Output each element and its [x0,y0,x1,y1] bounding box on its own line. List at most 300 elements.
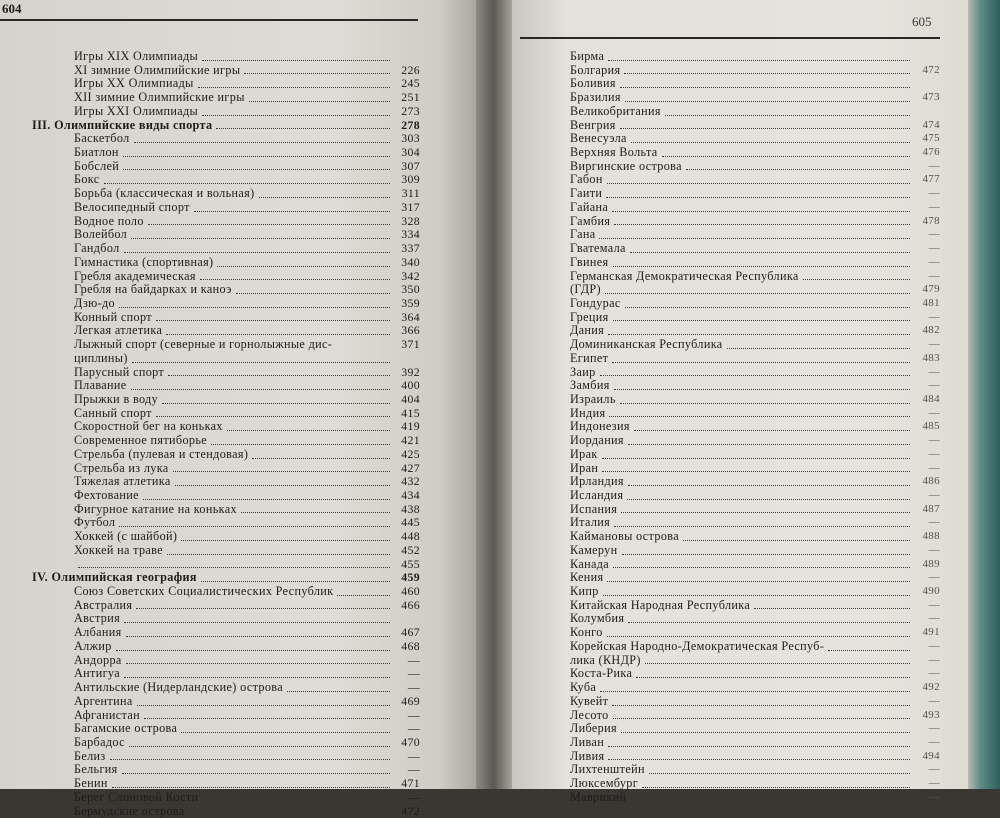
dot-leader [167,553,390,555]
right-contents-entry [570,475,940,489]
right-contents-entry [570,654,940,668]
left-contents-entry [0,270,420,284]
right-contents-entry [570,681,940,695]
left-contents-entry [0,750,420,764]
dot-leader [124,621,390,623]
dot-leader [608,758,910,760]
dot-leader [614,525,910,527]
right-entry-page: — [928,255,940,268]
right-entry-title: Ирак [570,446,598,461]
left-entry-page: 467 [401,625,420,640]
right-entry-page: 487 [922,502,940,515]
dot-leader [649,772,910,774]
right-entry-page: 484 [922,392,940,405]
right-entry-page: 490 [922,585,940,598]
left-contents-entry [0,311,420,325]
right-contents-entry [570,599,940,613]
right-contents-entry [570,571,940,585]
right-entry-page: — [928,338,940,351]
dot-leader [202,800,390,802]
left-entry-page: 359 [401,295,420,310]
dot-leader [252,457,390,459]
right-entry-title: Верхняя Вольта [570,145,658,160]
right-entry-title: Виргинские острова [570,158,682,173]
left-entry-page: 438 [401,501,420,516]
dot-leader [607,182,910,184]
right-entry-page: — [928,763,940,776]
left-entry-title: Австралия [74,597,133,612]
right-entry-title: Гаити [570,186,603,201]
right-entry-title: Бирма [570,49,605,63]
right-entry-title: Гамбия [570,213,611,228]
right-contents-entry [570,297,940,311]
dot-leader [236,292,390,294]
right-contents-entry [570,105,940,119]
right-contents-entry [570,558,940,572]
right-contents-entry [570,50,940,64]
dot-leader [600,374,910,376]
dot-leader [628,484,910,486]
left-entry-page: 415 [401,405,420,420]
right-contents-entry [570,489,940,503]
left-entry-page: 278 [401,117,420,132]
left-contents-entry [0,201,420,215]
right-contents-entry [570,324,940,338]
left-entry-page: 304 [401,145,420,160]
left-entry-title: Багамские острова [74,721,178,736]
right-contents-entry [570,777,940,791]
left-contents-entry [0,366,420,380]
right-entry-title: Гватемала [570,241,626,256]
dot-leader [136,607,390,609]
left-entry-page: 328 [401,213,420,228]
left-entry-page: 455 [401,556,420,571]
right-entry-page: — [928,365,940,378]
left-contents-entry [0,64,420,78]
left-entry-title: Стрельба (пулевая и стендовая) [74,446,249,461]
left-contents-entry [0,516,420,530]
left-contents-entry [0,722,420,736]
left-entry-page: 419 [401,419,420,434]
left-entry-title: Бобслей [74,158,120,173]
dot-leader [148,223,390,225]
dot-leader [602,457,910,459]
dot-leader [181,731,390,733]
dot-leader [78,566,390,568]
dot-leader [336,348,390,349]
right-contents-entry [570,77,940,91]
dot-leader [241,511,390,513]
dot-leader [131,388,390,390]
left-contents-entry [0,50,420,64]
left-entry-title: Волейбол [74,227,128,242]
right-entry-page: — [928,200,940,213]
right-entry-page: 485 [922,420,940,433]
right-entry-title: Либерия [570,721,617,736]
right-entry-title: Ливия [570,748,605,763]
left-entry-page: 400 [401,378,420,393]
right-contents-entry [570,146,940,160]
dot-leader [642,786,910,788]
right-entry-title: Исландия [570,488,624,502]
right-contents-entry [570,516,940,530]
dot-leader [600,690,910,692]
dot-leader [124,251,390,253]
left-entry-title: Велосипедный спорт [74,199,190,214]
left-entry-title: Алжир [74,638,112,653]
left-contents-entry [0,77,420,91]
left-contents-entry [0,242,420,256]
dot-leader [119,525,390,527]
right-contents-entry [570,503,940,517]
right-entry-page: — [928,434,940,447]
dot-leader [631,141,910,143]
dot-leader [119,306,390,308]
left-contents-entry [0,352,420,366]
right-contents-entry [570,352,940,366]
right-contents-entry [570,448,940,462]
right-entry-page: — [928,722,940,735]
left-entry-page: — [407,707,420,722]
left-contents-entry [0,571,420,585]
left-contents-entry [0,119,420,133]
right-contents-entry [570,434,940,448]
right-contents-entry [570,228,940,242]
dot-leader [124,676,390,678]
left-entry-page: 392 [401,364,420,379]
left-contents-entry [0,612,420,626]
left-entry-title: Союз Советских Социалистических Республик [74,584,334,599]
left-page-number: 604 [2,1,22,16]
right-entry-page: 483 [922,351,940,364]
left-entry-title: Албания [74,625,122,640]
right-entry-page: 492 [922,681,940,694]
right-contents-entry [570,640,940,654]
left-contents-entry [0,736,420,750]
right-entry-page: 472 [922,63,940,76]
left-contents-entry [0,626,420,640]
left-entry-title: Дзю-до [74,295,115,310]
left-entry-page: — [407,680,420,695]
right-entry-title: Иран [570,460,599,475]
right-contents-entry [570,64,940,78]
left-contents-entry [0,105,420,119]
dot-leader [665,114,910,116]
right-entry-page: — [928,598,940,611]
dot-leader [337,594,390,596]
right-contents-entry [570,722,940,736]
dot-leader [162,402,390,404]
left-contents-entry [0,379,420,393]
left-header-rule [0,19,418,21]
left-contents-entry [0,324,420,338]
dot-leader [216,127,390,129]
dot-leader [625,306,910,308]
left-entry-title: Фехтование [74,488,139,502]
left-entry-page: 452 [401,542,420,557]
dot-leader [603,594,910,596]
right-contents-entry [570,736,940,750]
left-entry-page: 432 [401,474,420,489]
left-entry-page: 273 [401,103,420,118]
right-entry-page: — [928,543,940,556]
left-entry-title: Прыжки в воду [74,391,159,406]
right-entry-title: Бразилия [570,90,621,105]
right-entry-title: Гайана [570,199,609,214]
dot-leader [621,511,910,513]
right-entry-page: 476 [922,146,940,159]
dot-leader [613,319,910,321]
right-entry-page: — [928,159,940,172]
right-contents-entry [570,132,940,146]
left-contents-entry [0,763,420,777]
right-entry-title: Испания [570,501,618,516]
dot-leader [727,347,910,349]
right-contents-entry [570,311,940,325]
dot-leader [606,196,910,198]
left-entry-title: Легкая атлетика [74,323,163,338]
left-entry-title: циплины) [74,350,128,365]
right-entry-page: 474 [922,118,940,131]
dot-leader [123,168,390,170]
right-entry-title: Италия [570,515,611,530]
dot-leader [175,484,390,486]
right-entry-title: Греция [570,309,609,324]
dot-leader [614,388,910,390]
left-contents-entry [0,146,420,160]
right-page [512,0,970,804]
right-contents-entry [570,695,940,709]
left-entry-title: Современное пятиборье [74,433,208,448]
left-contents-entry [0,791,420,805]
left-entry-page: 364 [401,309,420,324]
dot-leader [624,72,910,74]
dot-leader [181,539,390,541]
right-entry-page: 481 [922,296,940,309]
right-entry-title: Гвинея [570,254,609,269]
left-entry-page: 421 [401,433,420,448]
right-contents-entry [570,667,940,681]
left-entry-page: — [407,748,420,763]
dot-leader [612,704,910,706]
dot-leader [620,402,910,404]
right-entry-title: Египет [570,350,609,365]
left-contents-entry [0,420,420,434]
right-contents-entry [570,407,940,421]
left-contents-entry [0,530,420,544]
left-contents-entry [0,215,420,229]
dot-leader [201,580,390,582]
left-contents-entry [0,709,420,723]
dot-leader [202,114,390,116]
right-entry-title: Германская Демократическая Республика [570,268,799,283]
dot-leader [662,155,910,157]
left-entry-title: Водное поло [74,213,144,228]
left-contents-entry [0,160,420,174]
left-entry-page: 371 [401,337,420,352]
right-entry-title: Кипр [570,584,599,599]
dot-leader [211,443,390,445]
left-entry-title: Бенин [74,776,108,791]
right-contents-entry [570,338,940,352]
left-contents-entry [0,91,420,105]
right-contents-entry [570,393,940,407]
left-entry-title: Биатлон [74,145,119,160]
left-contents-entry [0,393,420,407]
dot-leader [602,470,910,472]
left-entry-page: 340 [401,254,420,269]
left-contents-entry [0,805,420,818]
right-contents-entry [570,420,940,434]
right-contents-entry [570,160,940,174]
left-entry-page: 448 [401,529,420,544]
left-entry-page: 317 [401,199,420,214]
left-entry-page: 472 [401,803,420,818]
left-entry-title: Австрия [74,611,121,626]
right-entry-title: Конго [570,625,603,640]
right-entry-page: — [928,653,940,666]
left-entry-page: 468 [401,638,420,653]
left-entry-title: Конный спорт [74,309,152,324]
right-contents-entry [570,612,940,626]
right-entry-page: 489 [922,557,940,570]
dot-leader [173,470,390,472]
right-entry-page: 479 [922,283,940,296]
left-contents-entry [0,462,420,476]
left-entry-title: Антигуа [74,666,120,681]
left-entry-title: Футбол [74,515,116,530]
dot-leader [137,704,390,706]
left-entry-page: 459 [401,570,420,585]
left-entry-page: 466 [401,597,420,612]
dot-leader [607,580,910,582]
dot-leader [217,265,390,267]
dot-leader [194,210,390,212]
left-entry-title: Скоростной бег на коньках [74,419,223,434]
dot-leader [628,621,910,623]
right-entry-title: Ливан [570,734,605,749]
left-entry-page: — [407,762,420,777]
left-entry-title: IV. Олимпийская география [32,570,197,585]
left-entry-title: Стрельба из лука [74,460,169,475]
left-contents-entry [0,283,420,297]
right-contents-entry [570,270,940,284]
dot-leader [259,196,390,198]
left-entry-page: 470 [401,734,420,749]
right-entry-page: 488 [922,530,940,543]
dot-leader [630,800,910,802]
left-entry-page: — [407,666,420,681]
dot-leader [609,415,910,417]
dot-leader [156,415,390,417]
left-entry-title: Хоккей на траве [74,542,163,557]
dot-leader [122,772,390,774]
right-contents-entry [570,201,940,215]
left-contents-entry [0,173,420,187]
right-entry-page: — [928,447,940,460]
right-entry-page: 494 [922,749,940,762]
right-contents-entry [570,791,940,805]
right-entry-page: 491 [922,626,940,639]
left-contents-entry [0,777,420,791]
left-contents-entry [0,489,420,503]
right-entry-page: — [928,489,940,501]
left-entry-page: 427 [401,460,420,475]
right-entry-page: 486 [922,475,940,488]
dot-leader [143,498,390,500]
dot-leader [613,717,910,719]
dot-leader [132,361,390,363]
right-entry-page: — [928,187,940,200]
left-entry-title: XII зимние Олимпийские игры [74,90,245,105]
right-entry-title: Лесото [570,707,609,722]
right-entry-title: Великобритания [570,103,661,118]
left-entry-title: Парусный спорт [74,364,165,379]
right-entry-title: Китайская Народная Республика [570,597,751,612]
right-contents-entry [570,530,940,544]
right-contents-entry [570,462,940,476]
left-entry-page: 425 [401,446,420,461]
dot-leader [134,141,390,143]
right-entry-page: — [928,571,940,584]
left-entry-title: Антильские (Нидерландские) острова [74,680,284,695]
left-entry-title: Бельгия [74,762,118,777]
right-entry-page: — [928,639,940,652]
dot-leader [144,717,390,719]
right-entry-title: Канада [570,556,610,571]
left-contents-entry [0,132,420,146]
left-entry-title: Бермудские острова [74,803,185,818]
dot-leader [599,237,910,239]
dot-leader [607,635,910,637]
dot-leader [645,662,910,664]
dot-leader [110,758,390,760]
left-contents-entry [0,585,420,599]
right-entry-title: Венесуэла [570,131,627,146]
left-entry-title: Игры XXI Олимпиады [74,103,199,118]
right-entry-title: Коста-Рика [570,666,633,681]
dot-leader [621,731,910,733]
dot-leader [126,662,390,664]
left-entry-title: Игры XIX Олимпиады [74,49,199,63]
right-entry-title: Боливия [570,76,616,91]
right-entry-title: Каймановы острова [570,529,679,544]
dot-leader [613,265,911,267]
right-contents-entry [570,215,940,229]
right-entry-title: Маврикий [570,789,627,804]
right-entry-page: — [928,777,940,790]
left-page [0,0,478,818]
right-contents-entry [570,763,940,777]
dot-leader [129,745,390,747]
right-entry-page: 475 [922,132,940,145]
left-entry-title: Гребля на байдарках и каноэ [74,282,232,297]
right-entry-title: Индонезия [570,419,630,434]
left-entry-title: Гребля академическая [74,268,196,283]
dot-leader [636,676,910,678]
left-contents-entry [0,297,420,311]
dot-leader [608,59,910,61]
dot-leader [123,155,390,157]
right-entry-page: — [928,694,940,707]
left-entry-page: 309 [401,172,420,187]
right-entry-title: Корейская Народно-Демократическая Респуб- [570,638,825,653]
dot-leader [613,566,910,568]
right-entry-page: — [928,735,940,748]
left-entry-title: Лыжный спорт (северные и горнолыжные дис- [74,337,333,352]
dot-leader [112,786,390,788]
left-entry-page: 350 [401,282,420,297]
